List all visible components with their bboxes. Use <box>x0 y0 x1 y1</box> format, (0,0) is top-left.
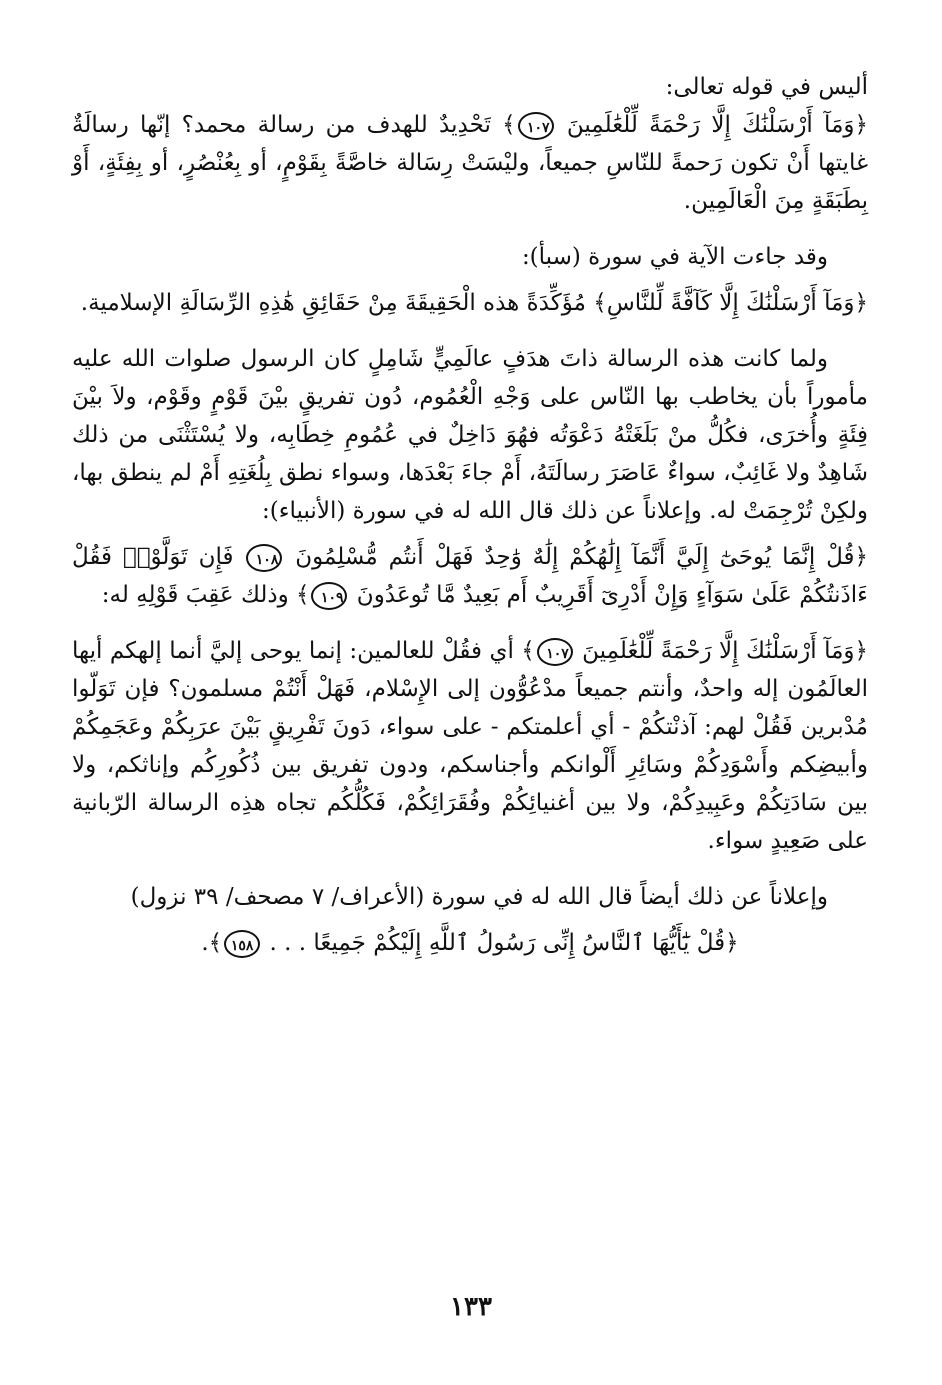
page-body <box>72 68 868 1298</box>
verse-open-bracket: ﴿ <box>854 290 868 316</box>
paragraph-1 <box>72 68 868 106</box>
verse-close-bracket: ﴾ <box>208 930 223 956</box>
paragraph-text: وذلك عَقِبَ قَوْلِهِ له: <box>101 582 296 608</box>
paragraph-text: أي فقُلْ للعالمين: إنما يوحى إليَّ أنما إلهكم أيها العالَمُون إله واحدٌ، وأنتم جميعاً مدْعُوُّون إلى الإِسْلام، فَهَلْ أَنْتُمْ مسلمون؟ فإن تَوَلّوا مُدْبرين فَقُلْ لهم: آذنْتكُمْ - أي أعلمتكم - على سواء، دَونَ تَفْرِيقٍ بَيْنَ عرَبِكُمْ وعَجَمِكُمْ وأبيضِكم وأَسْوَدِكُمْ وسَائِرِ أَلْوانكم وأجناسكم، ودون تفريق بين ذُكُورِكُم وإناثكم، ولا بين سَادَتِكُمْ وعَبِيدِكُمْ، ولا بين أغنيائِكُمْ وفُقَرَائِكُمْ، فَكُلُّكُم تجاه هذِه الرسالة الرّبانية على صَعِيدٍ سواء. <box>72 638 868 854</box>
ayah-number-marker: ١٠٧ <box>537 638 573 666</box>
ayah-number-marker: ١٠٨ <box>246 544 282 572</box>
paragraph-4 <box>72 284 868 322</box>
paragraph-9 <box>72 924 868 962</box>
verse-open-bracket: ﴿ <box>854 544 868 570</box>
paragraph-text: تَحْدِيدٌ للهدف من رسالة محمد؟ إنّها رسالَةٌ غايتها أَنْ تكون رَحمةً للنّاسِ جميعاً، وليْسَتْ رِسَالة خاصَّةً بِقَوْمٍ، أو بِعُنْصُرٍ، أو بِفِئَةٍ، أَوْ بِطَبَقَةٍ مِنَ الْعَالَمِين. <box>72 112 868 214</box>
verse-close-bracket: ﴾ <box>593 290 607 316</box>
ayah-number-marker: ١٥٨ <box>224 930 260 958</box>
paragraph-text: وإعلاناً عن ذلك أيضاً قال الله له في سورة (الأعراف/ ٧ مصحف/ ٣٩ نزول) <box>130 884 828 910</box>
paragraph-text: ولما كانت هذه الرسالة ذاتَ هدَفٍ عالَمِيٍّ شَامِلٍ كان الرسول صلوات الله عليه مأموراً بأن يخاطب بها النّاس على وَجْهِ الْعُمُوم، دُون تفريقٍ بيْنَ قَوْمٍ وقَوْم، ولاَ بيْنَ فِئَةٍ وأُخرَى، فكُلُّ منْ بَلَغَتْهُ دَعْوَتُه فهُوَ دَاخِلٌ في عُمُومِ خِطَابِه، ولا يُسْتَثْنَى من ذلك شَاهِدٌ ولا غَائِبٌ، سواءٌ عَاصَرَ رسالَتَهُ، أَمْ جاءَ بَعْدَها، وسواء نطق بِلُغَتِهِ أَمْ لم ينطق بها، ولكِنْ تُرْجِمَتْ له. وإعلاناً عن ذلك قال الله له في سورة (الأنبياء): <box>72 346 868 524</box>
verse-open-bracket: ﴿ <box>854 112 868 138</box>
verse-open-bracket: ﴿ <box>854 638 868 664</box>
ayah-number-marker: ١٠٧ <box>518 112 554 140</box>
paragraph-text: وقد جاءت الآية في سورة (سبأ): <box>521 244 828 270</box>
verse-close-bracket: ﴾ <box>521 638 535 664</box>
paragraph-2 <box>72 106 868 220</box>
quran-verse: قُلْ يَٰٓأَيُّهَا ٱلنَّاسُ إِنِّى رَسُولُ ٱللَّهِ إِلَيْكُمْ جَمِيعًا <box>313 930 726 956</box>
paragraph-text: مُؤَكِّدَةً هذه الْحَقِيقَةَ مِنْ حَقَائِقِ هَٰذِهِ الرِّسَالَةِ الإسلامية. <box>80 290 594 316</box>
paragraph-6 <box>72 538 868 614</box>
paragraph-7 <box>72 632 868 860</box>
verse-open-bracket: ﴿ <box>725 930 739 956</box>
verse-close-bracket: ﴾ <box>296 582 310 608</box>
quran-verse: وَمَآ أَرْسَلْنَٰكَ إِلَّا رَحْمَةً لِّلْعَٰلَمِينَ <box>566 112 855 138</box>
paragraph-8 <box>72 878 868 916</box>
page-number: ١٣٣ <box>450 1292 492 1322</box>
quran-verse: فَإِن تَوَلَّوْا۟ فَقُلْ ءَاذَنتُكُمْ عَلَىٰ سَوَآءٍ وَإِنْ أَدْرِىٓ أَقَرِيبٌ أَم بَعِيدٌ مَّا تُوعَدُونَ <box>72 544 868 608</box>
paragraph-text: أليس في قوله تعالى: <box>665 74 868 100</box>
quran-verse: وَمَآ أَرْسَلْنَٰكَ إِلَّا كَآفَّةً لِّلنَّاسِ <box>606 290 855 316</box>
quran-verse: قُلْ إِنَّمَا يُوحَىٰٓ إِلَيَّ أَنَّمَآ إِلَٰهُكُمْ إِلَٰهٌ وَٰحِدٌ فَهَلْ أَنتُم مُّسْلِمُونَ <box>295 544 855 570</box>
ayah-number-marker: ١٠٩ <box>311 582 347 610</box>
verse-close-bracket: ﴾ <box>502 112 516 138</box>
paragraph-3 <box>72 238 868 276</box>
quran-verse: وَمَآ أَرْسَلْنَٰكَ إِلَّا رَحْمَةً لِّلْعَٰلَمِينَ <box>582 638 855 664</box>
paragraph-5 <box>72 340 868 530</box>
paragraph-text: . <box>201 930 209 956</box>
ellipsis: . . . <box>262 930 314 956</box>
